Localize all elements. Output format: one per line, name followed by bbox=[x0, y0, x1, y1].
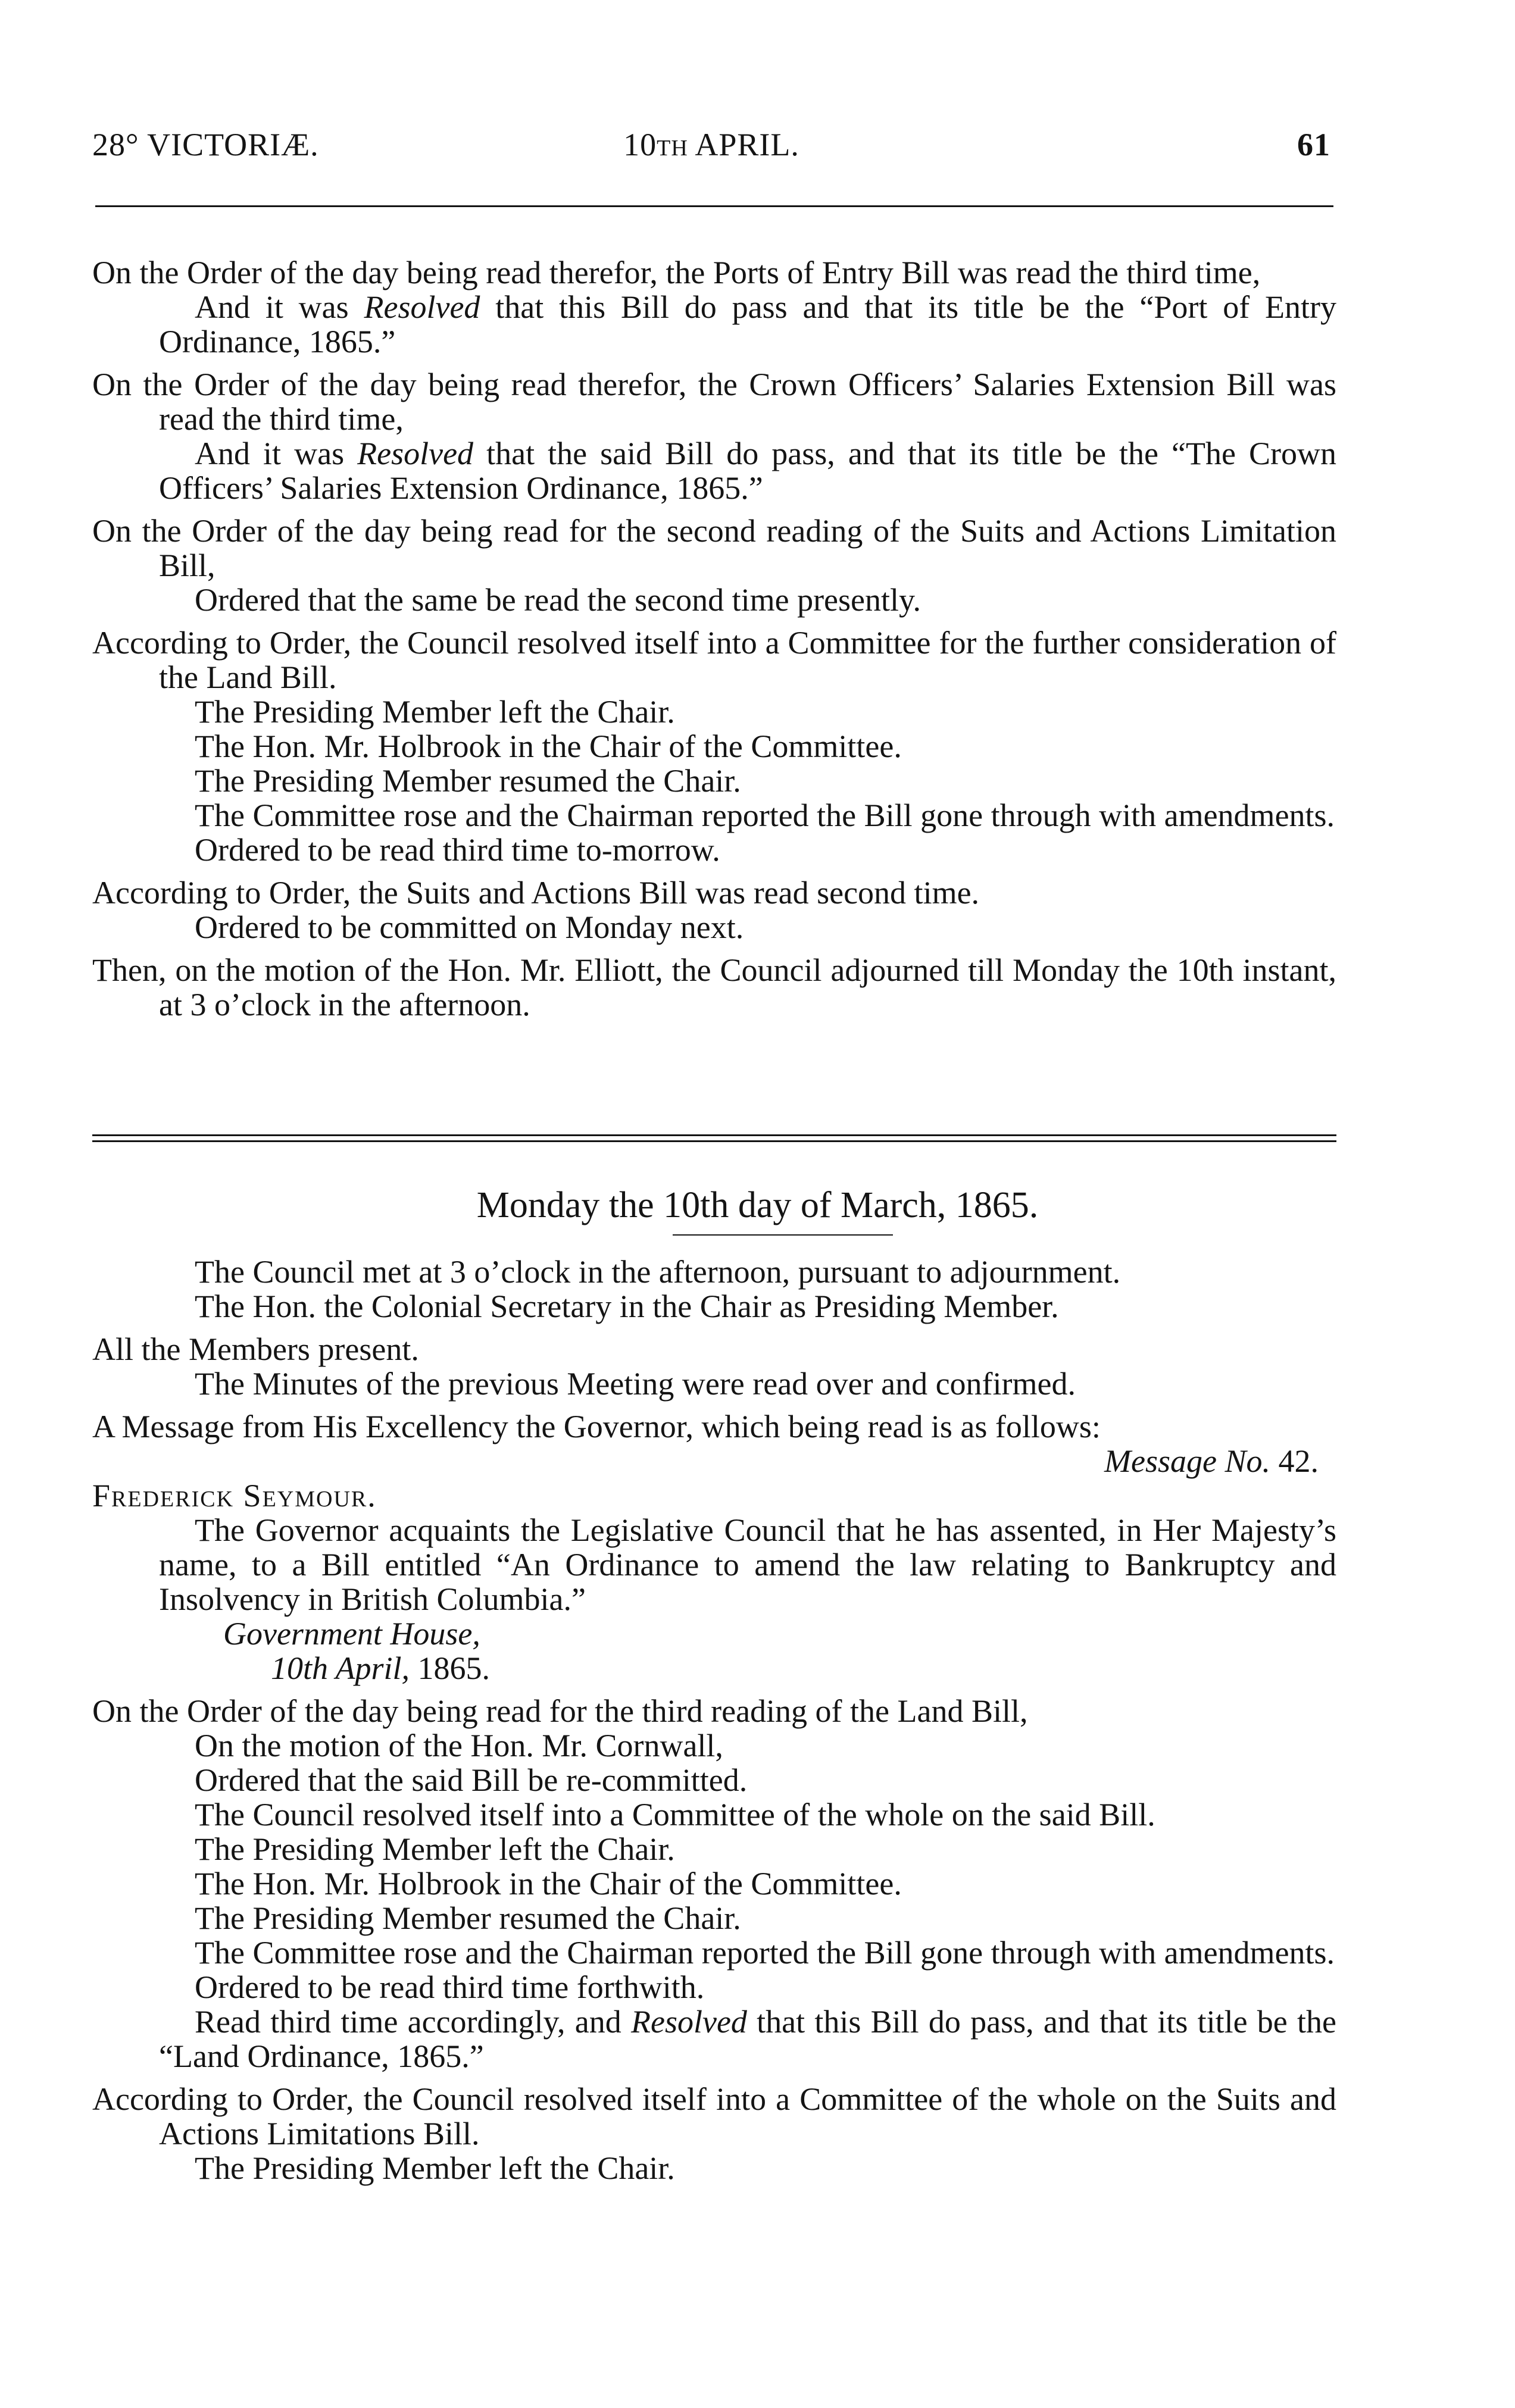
minute-line bbox=[92, 290, 1336, 359]
minute-line-text: On the motion of the Hon. Mr. Cornwall, bbox=[195, 1728, 723, 1763]
minute-entry-text: On the Order of the day being read for the third reading of the Land Bill, bbox=[92, 1693, 1028, 1729]
message-date bbox=[92, 1651, 1336, 1685]
minute-entry bbox=[92, 2082, 1336, 2151]
minute-line bbox=[92, 1866, 1336, 1901]
minute-entry bbox=[92, 1694, 1336, 1728]
minute-line-text: The Minutes of the previous Meeting were read over and confirmed. bbox=[195, 1366, 1076, 1402]
minute-line-italic: Resolved bbox=[631, 2004, 747, 2040]
minute-line bbox=[92, 2151, 1336, 2185]
minute-line bbox=[92, 1970, 1336, 2004]
minute-entry-text: All the Members present. bbox=[92, 1331, 419, 1367]
minute-line bbox=[92, 1797, 1336, 1832]
minute-line-text: The Committee rose and the Chairman reported the Bill gone through with amendments. bbox=[195, 798, 1335, 833]
title-underline bbox=[673, 1234, 893, 1236]
message-date-after: 1865. bbox=[410, 1650, 491, 1686]
minute-line-after: that this Bill do pass, and that its title be the “Land Ordinance, 1865.” bbox=[159, 2004, 1336, 2074]
minute-entry bbox=[92, 514, 1336, 583]
message-reference-after: 42. bbox=[1270, 1443, 1319, 1479]
minute-line-text: Ordered to be committed on Monday next. bbox=[195, 909, 744, 945]
minute-line-text: Ordered that the said Bill be re-committed. bbox=[195, 1762, 748, 1798]
minute-line-text: The Presiding Member left the Chair. bbox=[195, 694, 675, 730]
minute-entry bbox=[92, 626, 1336, 695]
minute-line bbox=[92, 1901, 1336, 1935]
header-rule bbox=[95, 205, 1333, 207]
minute-entry bbox=[92, 255, 1336, 290]
message-place-text: Government House, bbox=[223, 1616, 480, 1652]
minute-line-before: And it was bbox=[195, 436, 358, 471]
minute-line-text: Ordered to be read third time to-morrow. bbox=[195, 832, 720, 868]
minute-line-italic: Resolved bbox=[357, 436, 474, 471]
minute-line-italic: Resolved bbox=[364, 289, 480, 325]
minute-entry-text: Then, on the motion of the Hon. Mr. Elliott, the Council adjourned till Monday the 10th instant, at 3 o’clock in the afternoon. bbox=[92, 952, 1336, 1022]
minute-line bbox=[92, 833, 1336, 867]
minute-entry bbox=[92, 953, 1336, 1022]
minute-line-before: And it was bbox=[195, 289, 364, 325]
governor-signature-text: Frederick Seymour. bbox=[92, 1478, 377, 1513]
minute-line bbox=[92, 1513, 1336, 1616]
minute-line-text: The Hon. Mr. Holbrook in the Chair of the Committee. bbox=[195, 728, 902, 764]
minute-line bbox=[92, 910, 1336, 945]
minute-line-text: The Committee rose and the Chairman reported the Bill gone through with amendments. bbox=[195, 1935, 1335, 1971]
proceedings-first-section bbox=[92, 247, 1336, 1022]
minute-entry-text: On the Order of the day being read for the second reading of the Suits and Actions Limitation Bill, bbox=[92, 513, 1336, 583]
minute-line-after: that the said Bill do pass, and that its title be the “The Crown Officers’ Salaries Extension Ordinance, 1865.” bbox=[159, 436, 1336, 506]
minute-line-text: The Hon. the Colonial Secretary in the Chair as Presiding Member. bbox=[195, 1289, 1059, 1324]
minute-line-text: The Hon. Mr. Holbrook in the Chair of the Committee. bbox=[195, 1866, 902, 1902]
message-reference bbox=[92, 1444, 1336, 1478]
minute-entry-text: According to Order, the Council resolved itself into a Committee for the further consideration of the Land Bill. bbox=[92, 625, 1336, 695]
minute-line-text: Ordered to be read third time forthwith. bbox=[195, 1969, 705, 2005]
minute-line bbox=[92, 695, 1336, 729]
minute-line-text: The Presiding Member left the Chair. bbox=[195, 2150, 675, 2186]
minute-line-text: Ordered that the same be read the second time presently. bbox=[195, 582, 922, 618]
minute-line-text: The Presiding Member resumed the Chair. bbox=[195, 763, 741, 799]
minute-line bbox=[92, 798, 1336, 833]
minute-line-text: The Presiding Member resumed the Chair. bbox=[195, 1900, 741, 1936]
running-head bbox=[92, 126, 1330, 168]
proceedings-second-section bbox=[92, 1255, 1336, 2185]
minute-line bbox=[92, 1366, 1336, 1401]
minute-entry bbox=[92, 367, 1336, 436]
minute-line-after: that this Bill do pass and that its title be the “Port of Entry Ordinance, 1865.” bbox=[159, 289, 1336, 359]
section-double-rule-top bbox=[92, 1134, 1336, 1136]
running-head-left: 28° VICTORIÆ. bbox=[92, 127, 319, 162]
section-double-rule-bottom bbox=[92, 1140, 1336, 1142]
minute-line bbox=[92, 1763, 1336, 1797]
message-reference-italic: Message No. bbox=[1104, 1443, 1270, 1479]
minute-entry-text: According to Order, the Council resolved itself into a Committee of the whole on the Suits and Actions Limitations Bill. bbox=[92, 2081, 1336, 2151]
minute-line bbox=[92, 729, 1336, 764]
minute-line bbox=[92, 1289, 1336, 1324]
sitting-date-title: Monday the 10th day of March, 1865. bbox=[476, 1185, 1039, 1225]
message-place bbox=[92, 1616, 1336, 1651]
message-date-italic: 10th April, bbox=[271, 1650, 410, 1686]
minute-line-text: The Council resolved itself into a Committee of the whole on the said Bill. bbox=[195, 1797, 1155, 1832]
minute-line-text: The Council met at 3 o’clock in the afternoon, pursuant to adjournment. bbox=[195, 1254, 1121, 1290]
minute-entry-text: According to Order, the Suits and Actions Bill was read second time. bbox=[92, 875, 980, 911]
minute-line bbox=[92, 1832, 1336, 1866]
minute-line bbox=[92, 1255, 1336, 1289]
governor-signature bbox=[92, 1478, 1336, 1513]
minute-line-text: The Presiding Member left the Chair. bbox=[195, 1831, 675, 1867]
minute-line-before: Read third time accordingly, and bbox=[195, 2004, 631, 2040]
minute-entry-text: On the Order of the day being read therefor, the Ports of Entry Bill was read the third time, bbox=[92, 255, 1261, 290]
minute-line bbox=[92, 1935, 1336, 1970]
page-number: 61 bbox=[1297, 127, 1330, 162]
minute-entry bbox=[92, 1409, 1336, 1444]
minute-line bbox=[92, 764, 1336, 798]
minute-line bbox=[92, 1728, 1336, 1763]
minute-line bbox=[92, 2004, 1336, 2074]
minute-entry-text: A Message from His Excellency the Governor, which being read is as follows: bbox=[92, 1409, 1101, 1444]
minute-entry bbox=[92, 1332, 1336, 1366]
minute-line-text: The Governor acquaints the Legislative Council that he has assented, in Her Majesty’s name, to a Bill entitled “An Ordinance to amend the law relating to Bankruptcy and Insolvency in British Columbia.” bbox=[159, 1512, 1336, 1617]
minute-line bbox=[92, 436, 1336, 505]
minute-entry-text: On the Order of the day being read therefor, the Crown Officers’ Salaries Extension Bill was read the third time, bbox=[92, 367, 1336, 437]
running-head-center: 10th APRIL. bbox=[623, 127, 799, 162]
minute-entry bbox=[92, 875, 1336, 910]
minute-line bbox=[92, 583, 1336, 617]
